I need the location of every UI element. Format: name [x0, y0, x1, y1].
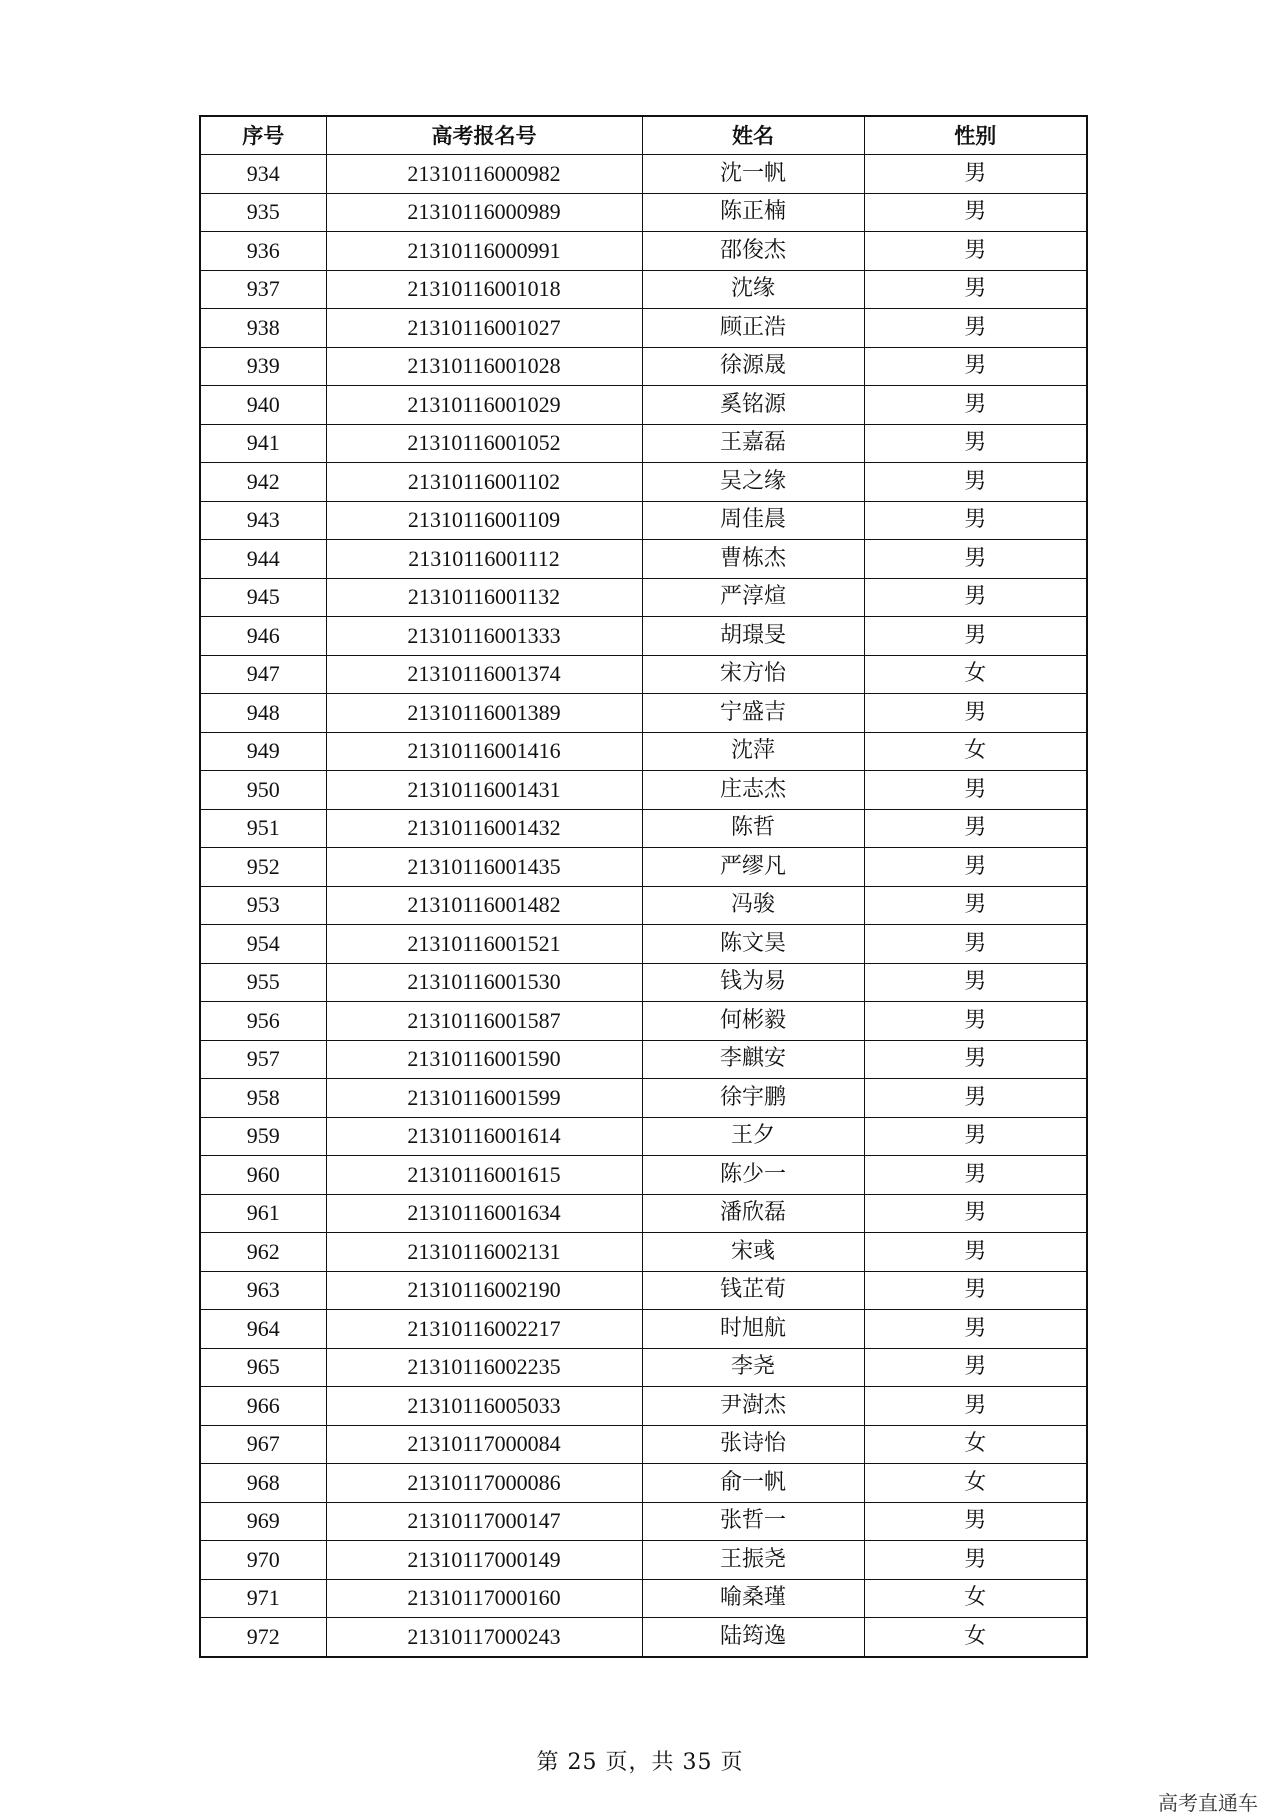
- table-row: [200, 1079, 1087, 1118]
- cell-exam-number: 21310116001029: [326, 386, 642, 425]
- cell-name: 张诗怡: [642, 1425, 864, 1464]
- cell-gender: 男: [864, 809, 1087, 848]
- cell-exam-number: 21310116000989: [326, 193, 642, 232]
- cell-name: 宋方怡: [642, 655, 864, 694]
- table-row: [200, 578, 1087, 617]
- cell-name: 严淳煊: [642, 578, 864, 617]
- cell-name: 严缪凡: [642, 848, 864, 887]
- header-name: 姓名: [642, 116, 864, 155]
- table-row: [200, 347, 1087, 386]
- cell-seq: 954: [200, 925, 326, 964]
- cell-name: 宋彧: [642, 1233, 864, 1272]
- cell-name: 徐源晟: [642, 347, 864, 386]
- cell-exam-number: 21310116001435: [326, 848, 642, 887]
- table-row: [200, 1002, 1087, 1041]
- table-row: [200, 1387, 1087, 1426]
- cell-gender: 女: [864, 1464, 1087, 1503]
- cell-exam-number: 21310116000982: [326, 155, 642, 194]
- cell-name: 俞一帆: [642, 1464, 864, 1503]
- cell-exam-number: 21310116001634: [326, 1194, 642, 1233]
- cell-seq: 946: [200, 617, 326, 656]
- cell-exam-number: 21310116001374: [326, 655, 642, 694]
- cell-gender: 男: [864, 309, 1087, 348]
- cell-gender: 男: [864, 694, 1087, 733]
- table-row: [200, 1310, 1087, 1349]
- cell-seq: 969: [200, 1502, 326, 1541]
- cell-name: 张哲一: [642, 1502, 864, 1541]
- cell-gender: 男: [864, 886, 1087, 925]
- cell-exam-number: 21310116001028: [326, 347, 642, 386]
- cell-gender: 男: [864, 1387, 1087, 1426]
- table-row: [200, 1618, 1087, 1657]
- table-row: [200, 617, 1087, 656]
- cell-exam-number: 21310116002131: [326, 1233, 642, 1272]
- table-row: [200, 463, 1087, 502]
- cell-gender: 男: [864, 424, 1087, 463]
- cell-gender: 男: [864, 270, 1087, 309]
- cell-seq: 935: [200, 193, 326, 232]
- cell-seq: 936: [200, 232, 326, 271]
- cell-exam-number: 21310117000243: [326, 1618, 642, 1657]
- cell-exam-number: 21310117000160: [326, 1579, 642, 1618]
- cell-exam-number: 21310116000991: [326, 232, 642, 271]
- cell-seq: 961: [200, 1194, 326, 1233]
- cell-exam-number: 21310116001432: [326, 809, 642, 848]
- cell-seq: 943: [200, 501, 326, 540]
- cell-name: 陈哲: [642, 809, 864, 848]
- cell-exam-number: 21310116001431: [326, 771, 642, 810]
- header-exam-number: 高考报名号: [326, 116, 642, 155]
- cell-seq: 966: [200, 1387, 326, 1426]
- table-row: [200, 1348, 1087, 1387]
- table-row: [200, 771, 1087, 810]
- cell-seq: 971: [200, 1579, 326, 1618]
- cell-exam-number: 21310117000147: [326, 1502, 642, 1541]
- cell-exam-number: 21310116001416: [326, 732, 642, 771]
- cell-name: 庄志杰: [642, 771, 864, 810]
- cell-name: 时旭航: [642, 1310, 864, 1349]
- cell-seq: 965: [200, 1348, 326, 1387]
- cell-exam-number: 21310116001027: [326, 309, 642, 348]
- cell-gender: 男: [864, 1310, 1087, 1349]
- cell-name: 王夕: [642, 1117, 864, 1156]
- cell-gender: 男: [864, 1002, 1087, 1041]
- cell-gender: 女: [864, 1579, 1087, 1618]
- cell-gender: 男: [864, 1541, 1087, 1580]
- cell-exam-number: 21310116001530: [326, 963, 642, 1002]
- table-row: [200, 193, 1087, 232]
- watermark-logo-text: 高考直通车: [1158, 1791, 1258, 1815]
- cell-seq: 940: [200, 386, 326, 425]
- table-row: [200, 1425, 1087, 1464]
- cell-name: 潘欣磊: [642, 1194, 864, 1233]
- cell-seq: 950: [200, 771, 326, 810]
- cell-seq: 972: [200, 1618, 326, 1657]
- cell-exam-number: 21310116001018: [326, 270, 642, 309]
- cell-seq: 942: [200, 463, 326, 502]
- cell-name: 王振尧: [642, 1541, 864, 1580]
- cell-name: 胡璟旻: [642, 617, 864, 656]
- cell-seq: 945: [200, 578, 326, 617]
- cell-seq: 968: [200, 1464, 326, 1503]
- table-row: [200, 1271, 1087, 1310]
- table-row: [200, 424, 1087, 463]
- table-row: [200, 732, 1087, 771]
- cell-seq: 955: [200, 963, 326, 1002]
- cell-seq: 939: [200, 347, 326, 386]
- cell-name: 陈文昊: [642, 925, 864, 964]
- table-row: [200, 1156, 1087, 1195]
- cell-exam-number: 21310116001614: [326, 1117, 642, 1156]
- cell-seq: 951: [200, 809, 326, 848]
- table-body: [200, 155, 1087, 1657]
- table-row: [200, 655, 1087, 694]
- cell-seq: 949: [200, 732, 326, 771]
- page-number: 第 25 页，共 35 页: [536, 1750, 744, 1775]
- header-gender: 性别: [864, 116, 1087, 155]
- cell-gender: 男: [864, 963, 1087, 1002]
- cell-exam-number: 21310116001052: [326, 424, 642, 463]
- cell-name: 邵俊杰: [642, 232, 864, 271]
- cell-name: 尹澍杰: [642, 1387, 864, 1426]
- table-row: [200, 1502, 1087, 1541]
- cell-seq: 959: [200, 1117, 326, 1156]
- table-row: [200, 694, 1087, 733]
- cell-exam-number: 21310116001521: [326, 925, 642, 964]
- cell-seq: 944: [200, 540, 326, 579]
- table-row: [200, 925, 1087, 964]
- cell-gender: 男: [864, 463, 1087, 502]
- roster-table: [199, 115, 1088, 1658]
- cell-gender: 男: [864, 1040, 1087, 1079]
- cell-name: 何彬毅: [642, 1002, 864, 1041]
- cell-exam-number: 21310117000084: [326, 1425, 642, 1464]
- header-seq: 序号: [200, 116, 326, 155]
- cell-name: 周佳晨: [642, 501, 864, 540]
- cell-gender: 男: [864, 1348, 1087, 1387]
- cell-seq: 970: [200, 1541, 326, 1580]
- cell-gender: 男: [864, 155, 1087, 194]
- cell-exam-number: 21310117000086: [326, 1464, 642, 1503]
- cell-seq: 934: [200, 155, 326, 194]
- cell-exam-number: 21310116002235: [326, 1348, 642, 1387]
- cell-gender: 男: [864, 617, 1087, 656]
- cell-gender: 男: [864, 1271, 1087, 1310]
- cell-gender: 女: [864, 655, 1087, 694]
- table-row: [200, 386, 1087, 425]
- cell-gender: 男: [864, 232, 1087, 271]
- cell-name: 沈缘: [642, 270, 864, 309]
- cell-seq: 962: [200, 1233, 326, 1272]
- cell-exam-number: 21310116001599: [326, 1079, 642, 1118]
- cell-gender: 男: [864, 386, 1087, 425]
- cell-exam-number: 21310116001615: [326, 1156, 642, 1195]
- cell-exam-number: 21310117000149: [326, 1541, 642, 1580]
- cell-name: 王嘉磊: [642, 424, 864, 463]
- table-row: [200, 155, 1087, 194]
- cell-gender: 男: [864, 925, 1087, 964]
- cell-gender: 男: [864, 1079, 1087, 1118]
- cell-name: 冯骏: [642, 886, 864, 925]
- cell-seq: 948: [200, 694, 326, 733]
- cell-gender: 男: [864, 193, 1087, 232]
- table-row: [200, 809, 1087, 848]
- cell-gender: 男: [864, 540, 1087, 579]
- cell-name: 陈少一: [642, 1156, 864, 1195]
- cell-name: 徐宇鹏: [642, 1079, 864, 1118]
- cell-name: 吴之缘: [642, 463, 864, 502]
- cell-name: 喻桑瑾: [642, 1579, 864, 1618]
- cell-seq: 956: [200, 1002, 326, 1041]
- cell-name: 钱芷荀: [642, 1271, 864, 1310]
- cell-gender: 女: [864, 1618, 1087, 1657]
- cell-seq: 952: [200, 848, 326, 887]
- cell-exam-number: 21310116001389: [326, 694, 642, 733]
- table-row: [200, 501, 1087, 540]
- table-row: [200, 232, 1087, 271]
- cell-gender: 男: [864, 578, 1087, 617]
- cell-name: 陈正楠: [642, 193, 864, 232]
- table-row: [200, 270, 1087, 309]
- table-header-row: [200, 116, 1087, 155]
- cell-exam-number: 21310116002190: [326, 1271, 642, 1310]
- cell-exam-number: 21310116001102: [326, 463, 642, 502]
- cell-exam-number: 21310116002217: [326, 1310, 642, 1349]
- table-row: [200, 1579, 1087, 1618]
- cell-gender: 女: [864, 1425, 1087, 1464]
- table-row: [200, 1541, 1087, 1580]
- cell-gender: 男: [864, 771, 1087, 810]
- cell-seq: 964: [200, 1310, 326, 1349]
- cell-exam-number: 21310116001109: [326, 501, 642, 540]
- cell-name: 沈萍: [642, 732, 864, 771]
- cell-name: 顾正浩: [642, 309, 864, 348]
- cell-gender: 女: [864, 732, 1087, 771]
- cell-seq: 967: [200, 1425, 326, 1464]
- cell-gender: 男: [864, 1117, 1087, 1156]
- cell-exam-number: 21310116001112: [326, 540, 642, 579]
- table-row: [200, 886, 1087, 925]
- cell-seq: 958: [200, 1079, 326, 1118]
- cell-exam-number: 21310116001587: [326, 1002, 642, 1041]
- cell-gender: 男: [864, 1156, 1087, 1195]
- cell-seq: 937: [200, 270, 326, 309]
- cell-exam-number: 21310116001132: [326, 578, 642, 617]
- cell-gender: 男: [864, 848, 1087, 887]
- cell-seq: 938: [200, 309, 326, 348]
- table-row: [200, 540, 1087, 579]
- cell-name: 钱为易: [642, 963, 864, 1002]
- cell-seq: 953: [200, 886, 326, 925]
- table-row: [200, 1233, 1087, 1272]
- cell-exam-number: 21310116005033: [326, 1387, 642, 1426]
- cell-name: 沈一帆: [642, 155, 864, 194]
- cell-name: 宁盛吉: [642, 694, 864, 733]
- cell-gender: 男: [864, 1194, 1087, 1233]
- cell-exam-number: 21310116001590: [326, 1040, 642, 1079]
- cell-exam-number: 21310116001333: [326, 617, 642, 656]
- cell-name: 李尧: [642, 1348, 864, 1387]
- cell-name: 曹栋杰: [642, 540, 864, 579]
- cell-gender: 男: [864, 1502, 1087, 1541]
- table-row: [200, 1464, 1087, 1503]
- cell-seq: 960: [200, 1156, 326, 1195]
- table-row: [200, 848, 1087, 887]
- cell-gender: 男: [864, 347, 1087, 386]
- cell-name: 李麒安: [642, 1040, 864, 1079]
- cell-seq: 963: [200, 1271, 326, 1310]
- table-row: [200, 963, 1087, 1002]
- cell-gender: 男: [864, 501, 1087, 540]
- cell-exam-number: 21310116001482: [326, 886, 642, 925]
- cell-name: 奚铭源: [642, 386, 864, 425]
- cell-name: 陆筠逸: [642, 1618, 864, 1657]
- table-row: [200, 309, 1087, 348]
- cell-gender: 男: [864, 1233, 1087, 1272]
- table-row: [200, 1040, 1087, 1079]
- table-row: [200, 1117, 1087, 1156]
- table-row: [200, 1194, 1087, 1233]
- cell-seq: 957: [200, 1040, 326, 1079]
- cell-seq: 941: [200, 424, 326, 463]
- cell-seq: 947: [200, 655, 326, 694]
